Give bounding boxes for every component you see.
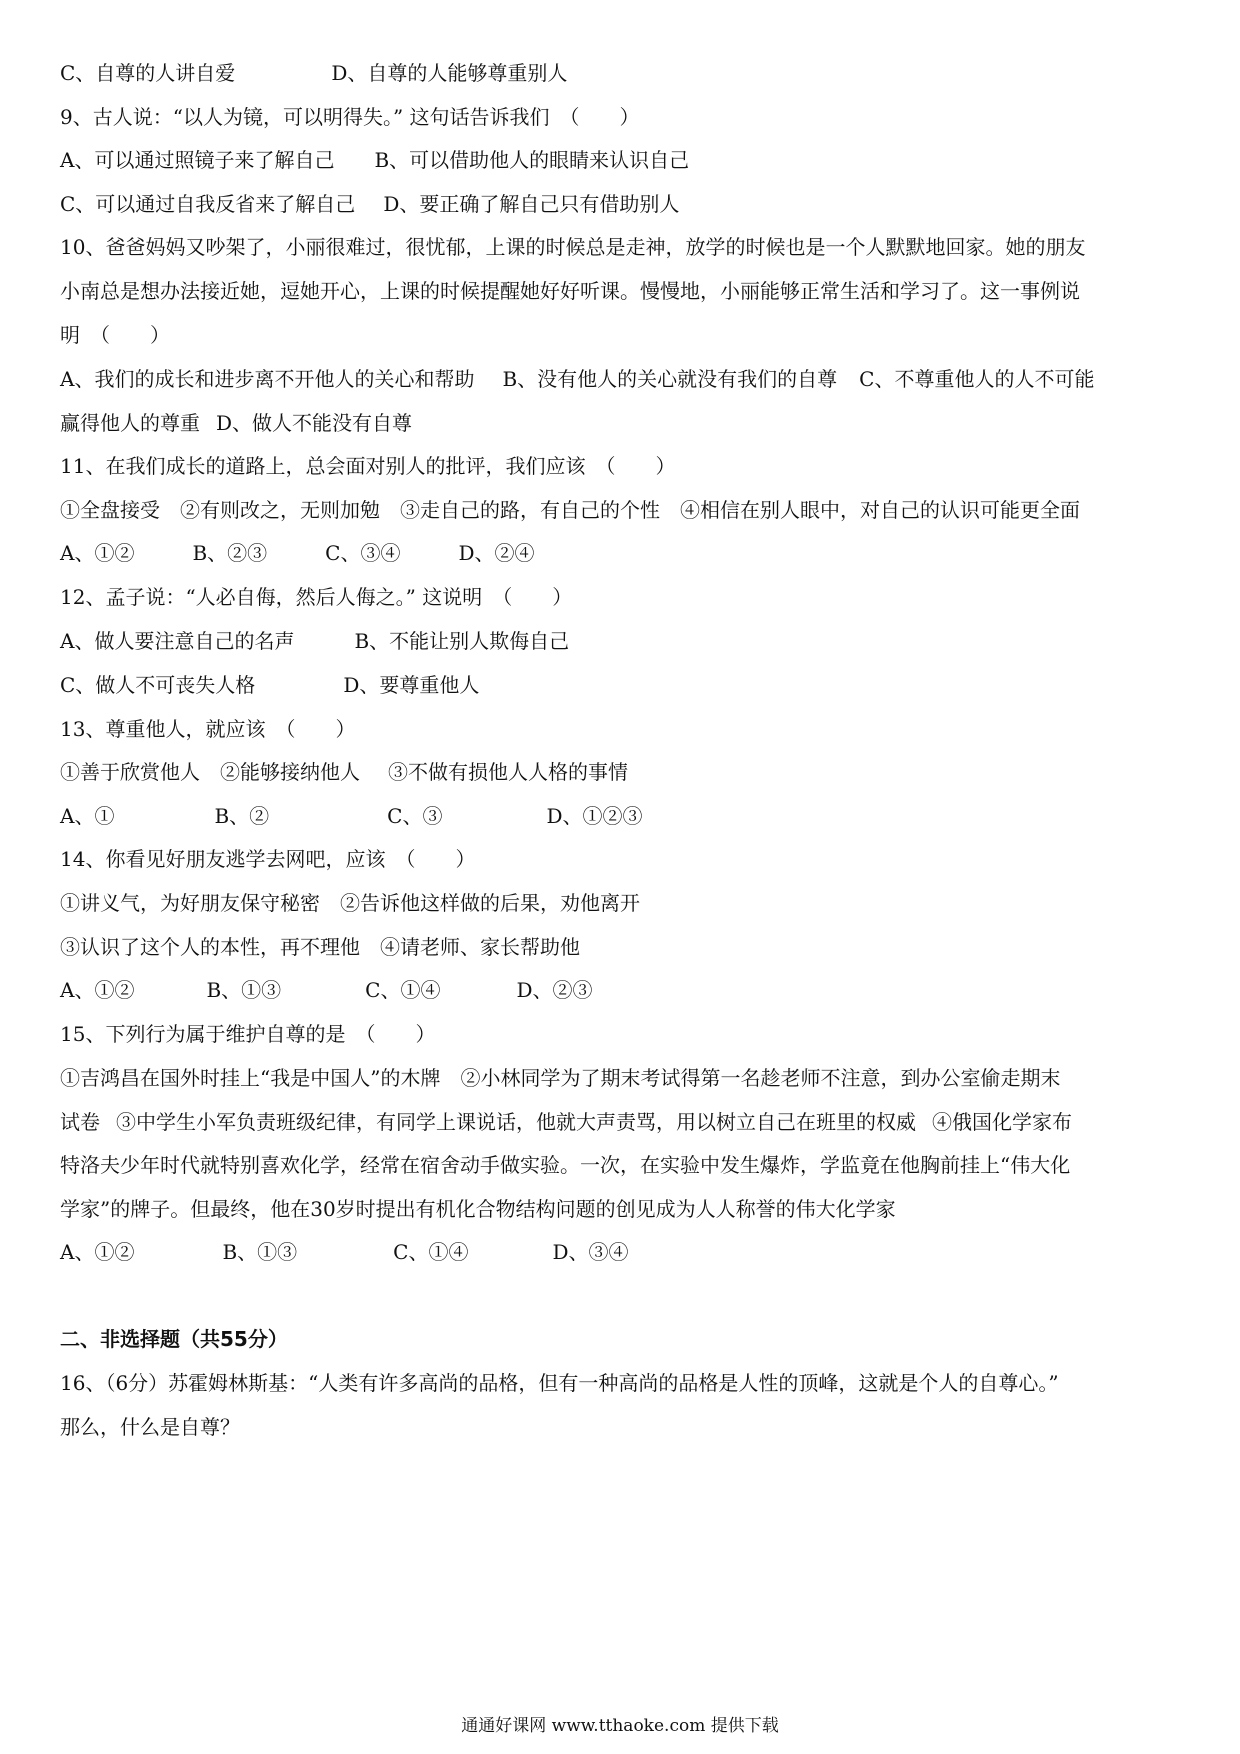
question-16-line-1: 16、（6分）苏霍姆林斯基：“人类有许多高尚的品格，但有一种高尚的品格是人性的顶峰，这就是个人的自尊心。”	[60, 1371, 1059, 1395]
line-options-9-cd: C、可以通过自我反省来了解自己 D、要正确了解自己只有借助别人	[60, 192, 680, 216]
question-15-text-4: 学家”的牌子。但最终，他在30岁时提出有机化合物结构问题的创见成为人人称誉的伟大化学家	[60, 1197, 896, 1221]
question-11: 11、在我们成长的道路上，总会面对别人的批评，我们应该 （ ）	[60, 454, 676, 478]
line-options-8-cd	[60, 58, 1185, 88]
line-options-9-ab: A、可以通过照镜子来了解自己 B、可以借助他人的眼睛来认识自己	[60, 148, 690, 172]
line-options-14: A、①② B、①③ C、①④ D、②③	[60, 978, 593, 1002]
line-options-12-cd: C、做人不可丧失人格 D、要尊重他人	[60, 673, 480, 697]
question-10-line-2: 小南总是想办法接近她，逗她开心，上课的时候提醒她好好听课。慢慢地，小丽能够正常生活和学习了。这一事例说	[60, 279, 1080, 303]
line-options-12-ab: A、做人要注意自己的名声 B、不能让别人欺侮自己	[60, 629, 570, 653]
line-statements-14-2: ③认识了这个人的本性，再不理他 ④请老师、家长帮助他	[60, 935, 580, 959]
question-15: 15、下列行为属于维护自尊的是 （ ）	[60, 1022, 436, 1046]
line-options-10-1: A、我们的成长和进步离不开他人的关心和帮助 B、没有他人的关心就没有我们的自尊 C、不尊重他人的人不可能	[60, 367, 1095, 391]
question-15-text-2: 试卷 ③中学生小军负责班级纪律，有同学上课说话，他就大声责骂，用以树立自己在班里的权威 ④俄国化学家布	[60, 1110, 1072, 1134]
question-12: 12、孟子说：“人必自侮，然后人侮之。” 这说明 （ ）	[60, 585, 573, 609]
question-15-text-1: ①吉鸿昌在国外时挂上“我是中国人”的木牌 ②小林同学为了期末考试得第一名趁老师不注意，到办公室偷走期末	[60, 1066, 1061, 1090]
option-c: C、自尊的人讲自爱	[60, 61, 236, 85]
line-options-15: A、①② B、①③ C、①④ D、③④	[60, 1240, 629, 1264]
line-statements-13: ①善于欣赏他人 ②能够接纳他人 ③不做有损他人人格的事情	[60, 760, 628, 784]
question-13: 13、尊重他人，就应该 （ ）	[60, 717, 356, 741]
section-title: 二、非选择题（共55分）	[60, 1327, 288, 1351]
question-16-line-2: 那么，什么是自尊？	[60, 1415, 240, 1439]
question-15-text-3: 特洛夫少年时代就特别喜欢化学，经常在宿舍动手做实验。一次，在实验中发生爆炸，学监竟在他胸前挂上“伟大化	[60, 1153, 1071, 1177]
option-d: D、自尊的人能够尊重别人	[331, 61, 568, 85]
line-options-10-2: 赢得他人的尊重 D、做人不能没有自尊	[60, 411, 413, 435]
question-14: 14、你看见好朋友逃学去网吧，应该 （ ）	[60, 847, 476, 871]
line-options-13: A、① B、② C、③ D、①②③	[60, 804, 643, 828]
line-statements-11: ①全盘接受 ②有则改之，无则加勉 ③走自己的路，有自己的个性 ④相信在别人眼中，对自己的认识可能更全面	[60, 498, 1080, 522]
page-footer: 通通好课网 www.tthaoke.com 提供下载	[461, 1716, 779, 1736]
question-10-line-3: 明 （ ）	[60, 323, 170, 347]
line-statements-14-1: ①讲义气，为好朋友保守秘密 ②告诉他这样做的后果，劝他离开	[60, 891, 640, 915]
line-options-11: A、①② B、②③ C、③④ D、②④	[60, 541, 535, 565]
question-9: 9、古人说：“以人为镜，可以明得失。” 这句话告诉我们 （ ）	[60, 105, 640, 129]
question-10-line-1: 10、爸爸妈妈又吵架了，小丽很难过，很忧郁，上课的时候总是走神，放学的时候也是一个人默默地回家。她的朋友	[60, 235, 1086, 259]
